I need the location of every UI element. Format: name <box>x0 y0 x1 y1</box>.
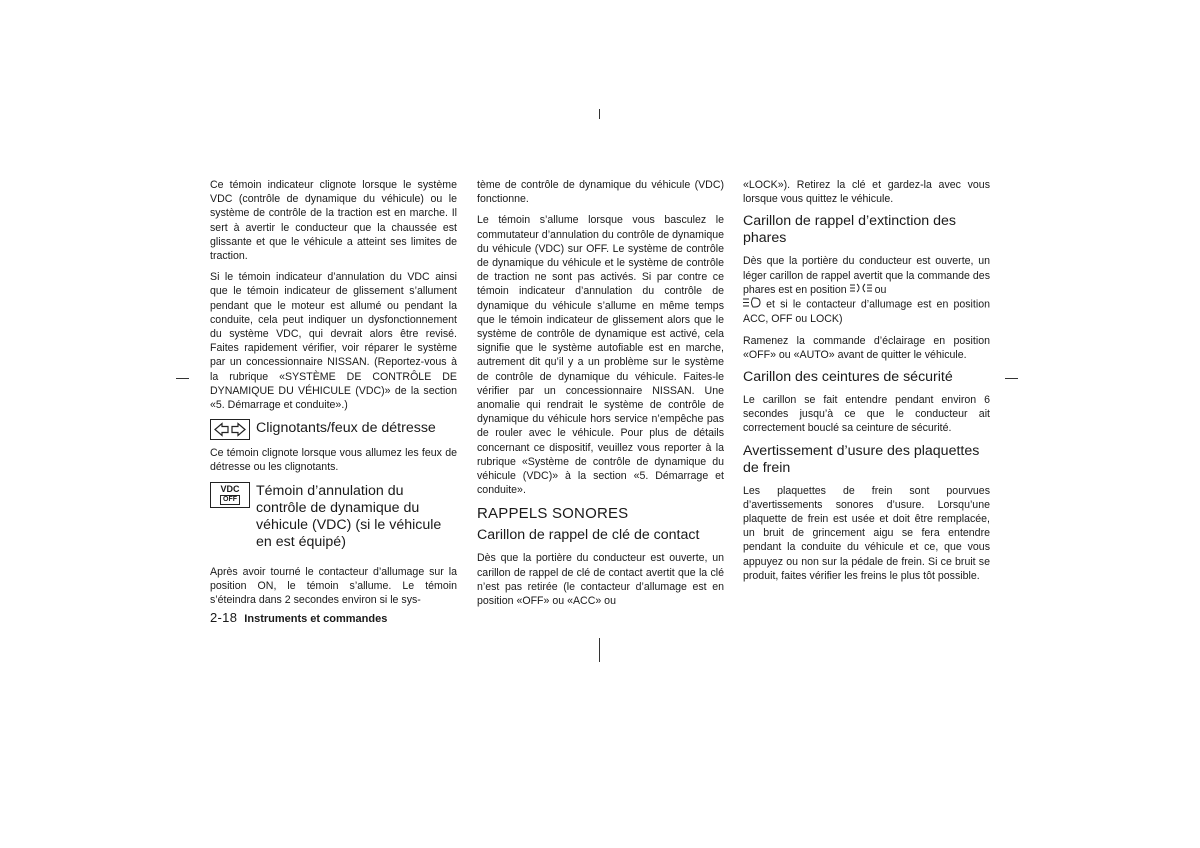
paragraph-hazard: Ce témoin clignote lorsque vous allumez les feux de détresse ou les clignotants. <box>210 447 457 474</box>
section-title: Instruments et commandes <box>244 613 388 625</box>
heading-hazard: Clignotants/feux de détresse <box>256 420 436 437</box>
parking-lights-icon <box>850 283 872 297</box>
lights-chime-text-a: Dès que la portière du conducteur est ouverte, un léger carillon de rappel avertit que la commande des phares est en position <box>743 255 990 296</box>
heading-vdc-off: Témoin d’annulation du contrôle de dynamique du véhicule (VDC) (si le véhicule en est équipé) <box>256 482 442 550</box>
vdc-off-icon <box>210 482 250 508</box>
paragraph-lights-chime <box>743 254 990 326</box>
heading-lights-chime: Carillon de rappel d’extinction des phares <box>743 213 956 247</box>
heading-seatbelt-chime: Carillon des ceintures de sécurité <box>743 368 953 385</box>
paragraph-key-chime: Dès que la portière du conducteur est ouverte, un carillon de rappel de clé de contact avertit que la clé n’est pas retirée (le contacteur d’allumage est en position «OFF» ou «ACC» ou <box>477 552 724 608</box>
page-footer <box>210 610 387 625</box>
paragraph-vdc-flash: Ce témoin indicateur clignote lorsque le système VDC (contrôle de dynamique du véhicule) ou le système de contrôle de la traction est en marche. Il sert à avertir le conducteur que la chaussée est glissante et que le véhicule a atteint ses limites de traction. <box>210 179 457 263</box>
paragraph-remove-key: «LOCK»). Retirez la clé et gardez-la avec vous lorsque vous quittez le véhicule. <box>743 179 990 206</box>
headlight-icon <box>743 297 761 312</box>
paragraph-vdc-functions: tème de contrôle de dynamique du véhicule (VDC) fonctionne. <box>477 179 724 206</box>
heading-key-chime: Carillon de rappel de clé de contact <box>477 527 700 544</box>
paragraph-light-switch-off: Ramenez la commande d’éclairage en position «OFF» ou «AUTO» avant de quitter le véhicule. <box>743 334 990 361</box>
paragraph-vdc-on: Après avoir tourné le contacteur d’allumage sur la position ON, le témoin s’allume. Le témoin s’éteindra dans 2 secondes environ si le sys- <box>210 565 457 607</box>
paragraph-vdc-malfunction: Si le témoin indicateur d’annulation du VDC ainsi que le témoin indicateur de glissement s’allument pendant que le moteur est allumé ou pendant la conduite, cela peut indiquer un dysfonctionnement du système VDC, qui devrait alors être revisé. Faites rapidement vérifier, voir réparer le système par un concessionnaire NISSAN. (Reportez-vous à la rubrique «SYSTÈME DE CONTRÔLE DE DYNAMIQUE DU VÉHICULE (VDC)» de la section «5. Démarrage et conduite».) <box>210 271 457 412</box>
lights-chime-text-c: et si le contacteur d’allumage est en position ACC, OFF ou LOCK) <box>743 298 990 326</box>
column-left <box>210 178 457 614</box>
column-middle <box>477 178 724 615</box>
paragraph-vdc-off-switch: Le témoin s’allume lorsque vous basculez le commutateur d’annulation du contrôle de dynamique du véhicule (VDC) sur OFF. Le système de contrôle de dynamique du véhicule et le système de contrôle de traction ne sont pas activés. Si par contre ce témoin indicateur d’annulation du contrôle de dynamique du véhicule s’allume en même temps que le témoin indicateur de glissement alors que le système de contrôle de dynamique est activé, cela signifie que le système autofiable est en marche, autrement dit qu’il y a un problème sur le système de contrôle de dynamique du véhicule. Faites-le vérifier par un concessionnaire NISSAN. Une anomalie qui rendrait le système de contrôle de dynamique du véhicule hors service n’empêche pas de rouler avec le véhicule. Pour plus de détails concernant ce dispositif, veuillez vous reporter à la rubrique «Système de contrôle de dynamique du véhicule (VDC)» à la section «5. Démarrage et conduite». <box>477 214 724 497</box>
left-middle-mark <box>176 378 189 379</box>
paragraph-brake-wear: Les plaquettes de frein sont pourvues d’avertissements sonores d’usure. Lorsqu’une plaquette de frein est usée et doit être remplacée, un bruit de grincement aigu se fera entendre pendant la conduite du véhicule et ce, que vous appuyez ou non sur la pédale de frein. Si ce bruit se produit, faites vérifier les freins le plus tôt possible. <box>743 484 990 582</box>
hazard-arrows-icon <box>210 419 250 440</box>
vdc-heading-row <box>210 482 457 559</box>
heading-rappels-sonores: RAPPELS SONORES <box>477 505 629 523</box>
right-middle-mark <box>1005 378 1018 379</box>
top-center-mark <box>599 109 600 119</box>
paragraph-seatbelt-chime: Le carillon se fait entendre pendant environ 6 secondes jusqu’à ce que le conducteur ait correctement bouclé sa ceinture de sécurité. <box>743 393 990 435</box>
page-number: 2-18 <box>210 610 238 625</box>
bottom-center-mark <box>599 638 600 662</box>
column-right <box>743 178 990 590</box>
hazard-heading-row <box>210 419 457 440</box>
vdc-icon-label: VDC <box>220 483 240 494</box>
heading-brake-wear: Avertissement d’usure des plaquettes de frein <box>743 442 980 476</box>
vdc-off-label: OFF <box>220 495 240 505</box>
lights-chime-text-b: ou <box>874 283 887 296</box>
